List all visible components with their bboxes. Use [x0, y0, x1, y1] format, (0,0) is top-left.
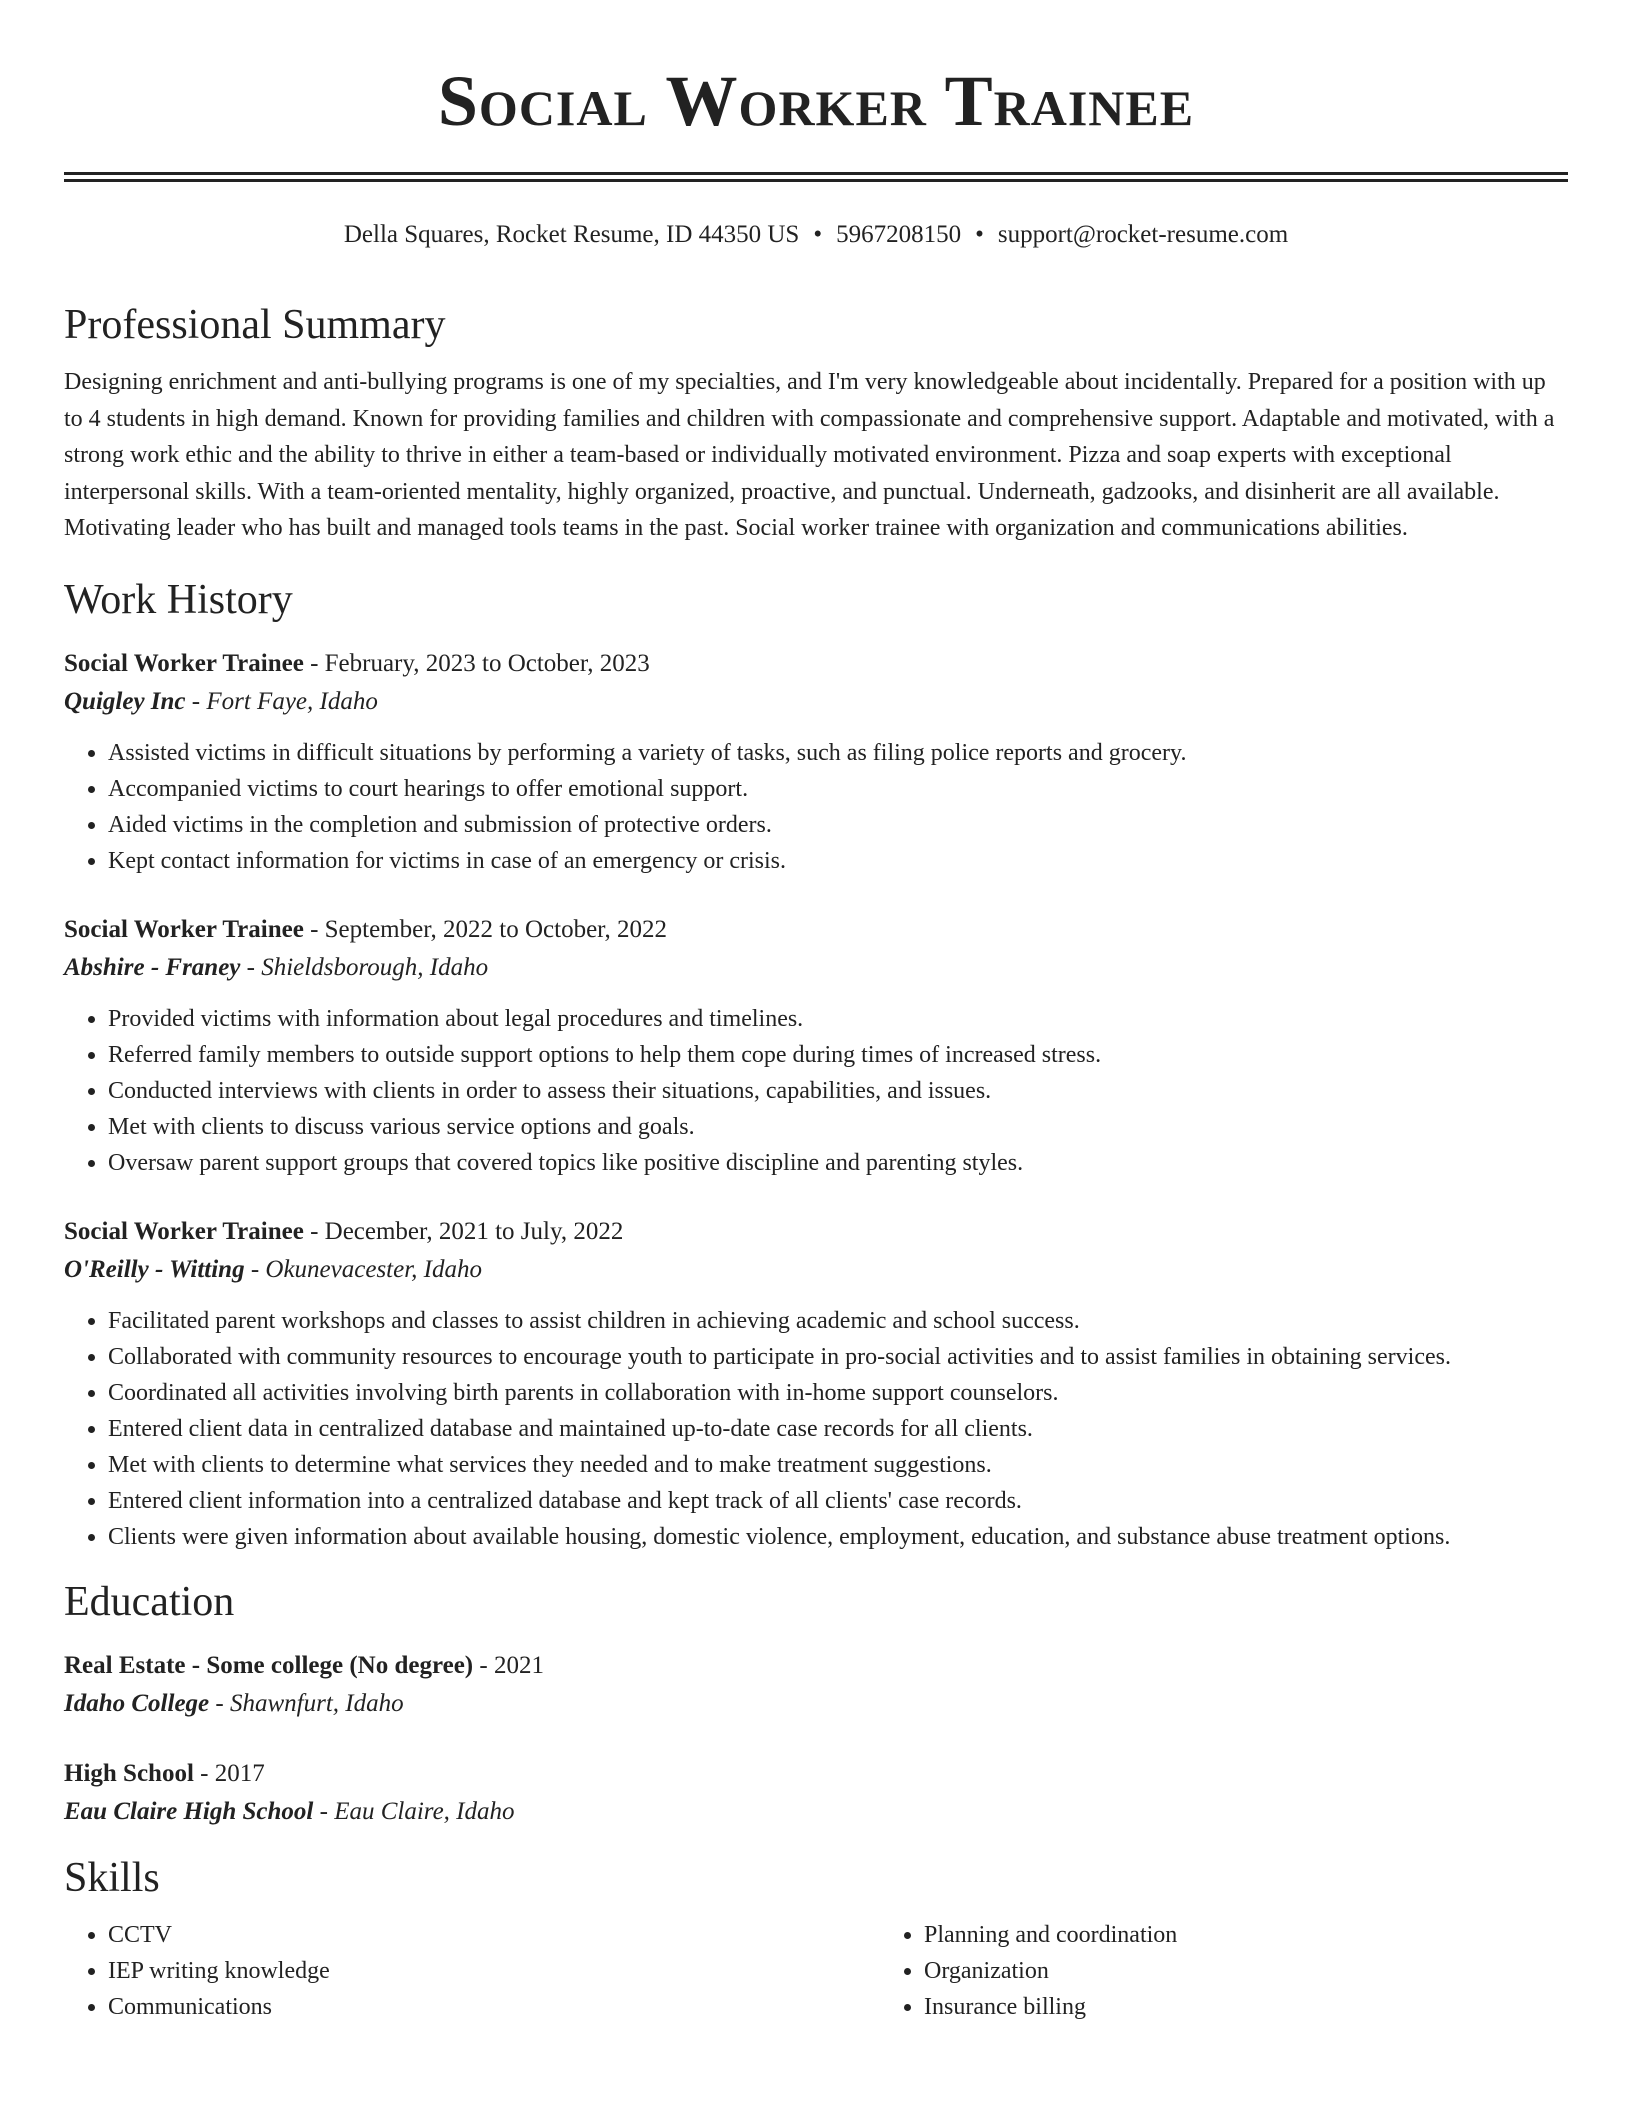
job-entry [64, 1213, 1568, 1555]
skill-item: • IEP writing knowledge [108, 1953, 816, 1989]
job-company-line [64, 683, 1568, 721]
job-bullet: • Coordinated all activities involving birth parents in collaboration with in-home support counselors. [108, 1375, 1568, 1411]
contact-separator: • [975, 221, 984, 248]
skill-item: • Communications [108, 1989, 816, 2025]
job-dates: - September, 2022 to October, 2022 [303, 915, 668, 943]
job-company: Quigley Inc [64, 687, 186, 715]
job-company: Abshire - Franey [64, 953, 241, 981]
job-bullet: • Referred family members to outside support options to help them cope during times of increased stress. [108, 1037, 1568, 1073]
education-degree-line [64, 1647, 1568, 1685]
job-bullet: • Oversaw parent support groups that covered topics like positive discipline and parenting styles. [108, 1145, 1568, 1181]
education-location: - Eau Claire, Idaho [313, 1797, 515, 1825]
job-role: Social Worker Trainee [64, 915, 304, 943]
job-bullet: • Provided victims with information about legal procedures and timelines. [108, 1001, 1568, 1037]
job-title-line [64, 911, 1568, 949]
job-bullets [64, 1303, 1568, 1555]
skill-item: • Organization [924, 1953, 1568, 1989]
education-degree: High School [64, 1759, 194, 1787]
education-year: - 2021 [473, 1651, 544, 1679]
education-school: Eau Claire High School [64, 1797, 314, 1825]
summary-text: Designing enrichment and anti-bullying programs is one of my specialties, and I'm very knowledgeable about incidentally. Prepared for a position with up to 4 students in high demand. Known for providing families and children with compassionate and comprehensive support. Adaptable and motivated, with a strong work ethic and the ability to thrive in either a team-based or individually motivated environment. Pizza and soap experts with exceptional interpersonal skills. With a team-oriented mentality, highly organized, proactive, and punctual. Underneath, gadzooks, and disinherit are all available. Motivating leader who has built and managed tools teams in the past. Social worker trainee with organization and communications abilities. [64, 369, 1555, 541]
job-bullet: • Clients were given information about available housing, domestic violence, employment, education, and substance abuse treatment options. [108, 1519, 1568, 1555]
skill-item: • CCTV [108, 1917, 816, 1953]
job-bullet: • Kept contact information for victims in case of an emergency or crisis. [108, 843, 1568, 879]
contact-email: support@rocket-resume.com [997, 221, 1289, 248]
contact-separator: • [813, 221, 823, 248]
job-company-line [64, 1251, 1568, 1289]
skill-item: • Planning and coordination [924, 1917, 1568, 1953]
education-heading: Education [64, 1578, 235, 1625]
job-dates: - December, 2021 to July, 2022 [303, 1217, 624, 1245]
job-bullet: • Facilitated parent workshops and classes to assist children in achieving academic and school success. [108, 1303, 1568, 1339]
job-bullet: • Aided victims in the completion and submission of protective orders. [108, 807, 1568, 843]
skills-column-right [816, 1917, 1568, 2025]
job-dates: - February, 2023 to October, 2023 [303, 649, 650, 677]
education-degree: Real Estate - Some college (No degree) [64, 1651, 474, 1679]
job-bullet: • Met with clients to determine what services they needed and to make treatment suggestions. [108, 1447, 1568, 1483]
job-role: Social Worker Trainee [64, 649, 304, 677]
job-bullet: • Conducted interviews with clients in order to assess their situations, capabilities, and issues. [108, 1073, 1568, 1109]
job-title-line [64, 645, 1568, 683]
education-school: Idaho College [64, 1689, 210, 1717]
education-entry [64, 1755, 1568, 1831]
contact-address: Della Squares, Rocket Resume, ID 44350 US [343, 221, 800, 248]
job-entry [64, 911, 1568, 1181]
work-history-heading: Work History [64, 576, 293, 623]
job-company-line [64, 949, 1568, 987]
job-bullet: • Entered client information into a centralized database and kept track of all clients' case records. [108, 1483, 1568, 1519]
job-location: - Shieldsborough, Idaho [240, 953, 489, 981]
skills-list [64, 1917, 1568, 2025]
education-entry [64, 1647, 1568, 1723]
summary-heading: Professional Summary [64, 302, 446, 348]
job-bullets [64, 1001, 1568, 1181]
job-location: - Fort Faye, Idaho [185, 687, 378, 715]
candidate-name: Social Worker Trainee [437, 61, 1195, 141]
skill-item: • Insurance billing [924, 1989, 1568, 2025]
header-divider [64, 172, 1568, 182]
education-year: - 2017 [193, 1759, 265, 1787]
education-school-line [64, 1793, 1568, 1831]
skills-heading: Skills [64, 1854, 160, 1901]
job-title-line [64, 1213, 1568, 1251]
job-role: Social Worker Trainee [64, 1217, 304, 1245]
contact-phone: 5967208150 [836, 221, 962, 248]
job-bullet: • Assisted victims in difficult situations by performing a variety of tasks, such as filing police reports and grocery. [108, 735, 1568, 771]
job-location: - Okunevacester, Idaho [244, 1255, 482, 1283]
job-bullet: • Met with clients to discuss various service options and goals. [108, 1109, 1568, 1145]
job-entry [64, 645, 1568, 879]
education-location: - Shawnfurt, Idaho [209, 1689, 404, 1717]
contact-line [64, 218, 1568, 252]
job-bullets [64, 735, 1568, 879]
job-bullet: • Entered client data in centralized database and maintained up-to-date case records for all clients. [108, 1411, 1568, 1447]
education-degree-line [64, 1755, 1568, 1793]
skills-column-left [64, 1917, 816, 2025]
job-bullet: • Accompanied victims to court hearings to offer emotional support. [108, 771, 1568, 807]
job-company: O'Reilly - Witting [64, 1255, 245, 1283]
education-school-line [64, 1685, 1568, 1723]
job-bullet: • Collaborated with community resources to encourage youth to participate in pro-social activities and to assist families in obtaining services. [108, 1339, 1568, 1375]
